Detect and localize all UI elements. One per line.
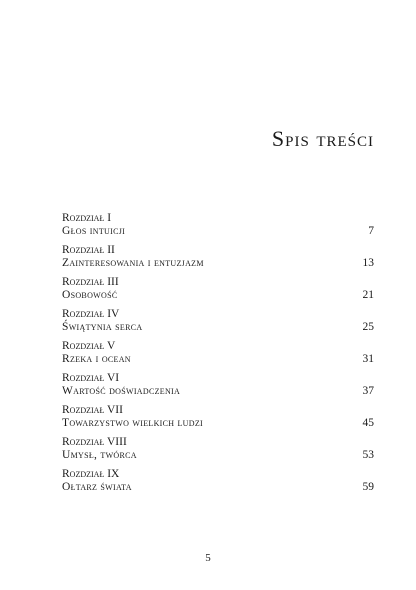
- toc-entry-4: [62, 308, 374, 340]
- page-number: 45: [362, 417, 374, 429]
- chapter-label: Rozdział IV: [62, 308, 120, 320]
- chapter-label: Rozdział VII: [62, 404, 123, 416]
- entry-title: Osobowość: [62, 289, 118, 301]
- folio-page-number: 5: [205, 552, 211, 564]
- toc-entry-2: [62, 244, 374, 276]
- page-number: 7: [368, 225, 374, 237]
- entry-title: Wartość doświadczenia: [62, 385, 181, 397]
- toc-entry-6: [62, 372, 374, 404]
- toc-entry-1: [62, 212, 374, 244]
- toc-entry-8: [62, 436, 374, 468]
- page-number: 21: [362, 289, 374, 301]
- chapter-label: Rozdział I: [62, 212, 112, 224]
- page-number: 25: [362, 321, 374, 333]
- chapter-label: Rozdział III: [62, 276, 119, 288]
- chapter-label: Rozdział VIII: [62, 436, 127, 448]
- toc-entry-5: [62, 340, 374, 372]
- toc-entry-9: [62, 468, 374, 500]
- page-number: 37: [362, 385, 374, 397]
- toc-entry-7: [62, 404, 374, 436]
- chapter-label: Rozdział VI: [62, 372, 120, 384]
- entry-title: Umysł, twórca: [62, 449, 137, 461]
- chapter-label: Rozdział V: [62, 340, 116, 352]
- chapter-label: Rozdział IX: [62, 468, 120, 480]
- table-of-contents: [62, 212, 374, 500]
- entry-title: Towarzystwo wielkich ludzi: [62, 417, 203, 429]
- entry-title: Świątynia serca: [62, 321, 143, 333]
- page-number: 59: [362, 481, 374, 493]
- page-number: 53: [362, 449, 374, 461]
- page-number: 13: [362, 257, 374, 269]
- entry-title: Głos intuicji: [62, 225, 126, 237]
- entry-title: Ołtarz świata: [62, 481, 132, 493]
- entry-title: Rzeka i ocean: [62, 353, 131, 365]
- toc-entry-3: [62, 276, 374, 308]
- page-title: Spis treści: [271, 126, 374, 151]
- entry-title: Zainteresowania i entuzjazm: [62, 257, 204, 269]
- page-number: 31: [362, 353, 374, 365]
- chapter-label: Rozdział II: [62, 244, 115, 256]
